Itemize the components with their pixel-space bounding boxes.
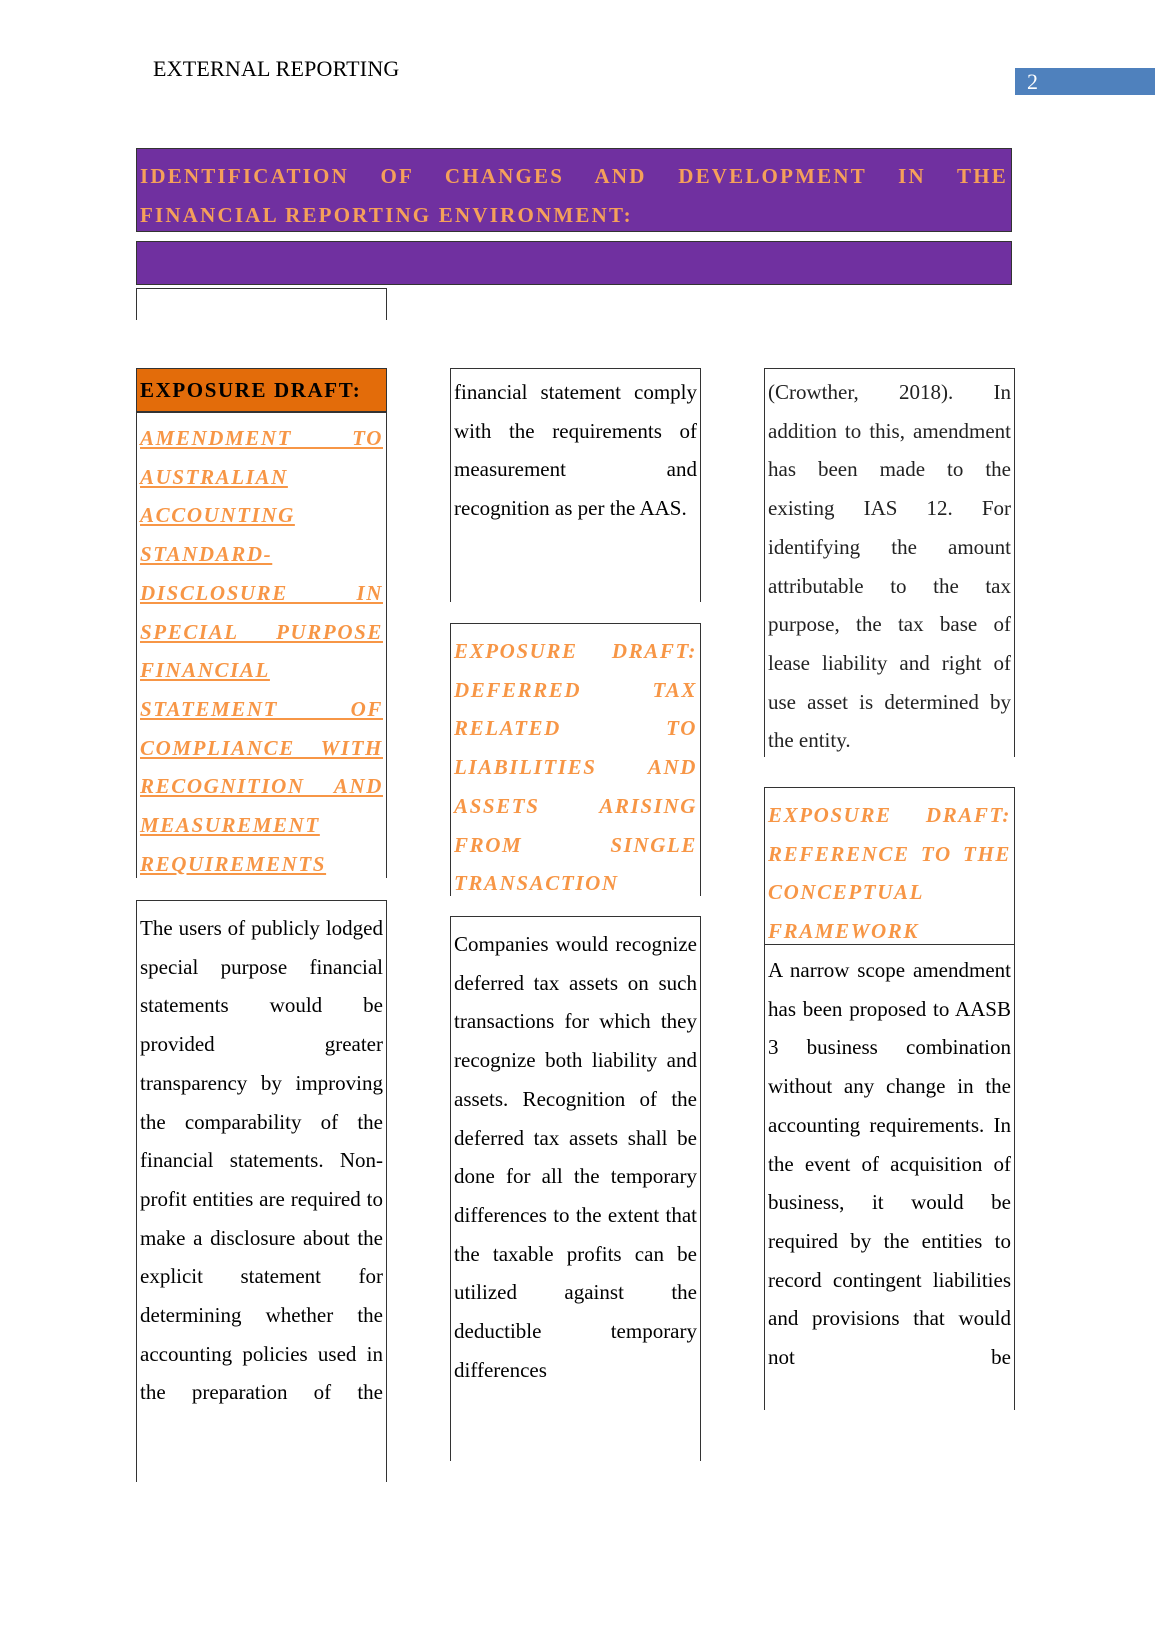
col2-title-box xyxy=(450,623,701,896)
col2-continuation: financial statement comply with the requirements of measurement and recognition as per the AAS. xyxy=(454,380,697,521)
col2-continuation-box xyxy=(450,368,701,602)
col2-body: Companies would recognize deferred tax assets on such transactions for which they recognize both liability and assets. Recognition of the deferred tax assets shall be done for all the temporary differences to the extent that the taxable profits can be utilized against the deductible temporary differences xyxy=(454,932,697,1382)
empty-text-box xyxy=(136,288,387,320)
col3-continuation-box xyxy=(764,368,1015,757)
page-number: 2 xyxy=(1015,68,1155,95)
banner-decorative-bar xyxy=(136,241,1012,285)
col1-body-box xyxy=(136,900,387,1482)
col2-body-box xyxy=(450,916,701,1461)
col3-body: A narrow scope amendment has been proposed to AASB 3 business combination without any change in the accounting requirements. In the event of acquisition of business, it would be required by the entities to record contingent liabilities and provisions that would not be xyxy=(768,958,1011,1370)
col1-subtitle-box xyxy=(136,412,387,878)
col1-body: The users of publicly lodged special purpose financial statements would be provided greater transparency by improving the comparability of the financial statements. Non-profit entities are required to make a disclosure about the explicit statement for determining whether the accounting policies used in the preparation of the xyxy=(140,916,383,1405)
col3-title-box xyxy=(764,787,1015,945)
col3-body-box xyxy=(764,945,1015,1410)
col3-continuation: (Crowther, 2018). In addition to this, amendment has been made to the existing IAS 12. For identifying the amount attributable to the tax purpose, the tax base of lease liability and right of use asset is determined by the entity. xyxy=(768,380,1011,753)
col1-title: EXPOSURE DRAFT: xyxy=(136,368,387,412)
col3-title: EXPOSURE DRAFT: REFERENCE TO THE CONCEPTUAL FRAMEWORK xyxy=(768,803,1011,944)
col1-subtitle: AMENDMENT TO AUSTRALIAN ACCOUNTING STANDARD- DISCLOSURE IN SPECIAL PURPOSE FINANCIAL STATEMENT OF COMPLIANCE WITH RECOGNITION AND MEASUREMENT REQUIREMENTS xyxy=(140,426,383,876)
running-header-title: EXTERNAL REPORTING xyxy=(153,56,400,81)
section-heading-banner: IDENTIFICATION OF CHANGES AND DEVELOPMENT IN THE FINANCIAL REPORTING ENVIRONMENT: xyxy=(136,148,1012,232)
col2-title: EXPOSURE DRAFT: DEFERRED TAX RELATED TO LIABILITIES AND ASSETS ARISING FROM SINGLE TRANSACTION xyxy=(454,639,697,896)
